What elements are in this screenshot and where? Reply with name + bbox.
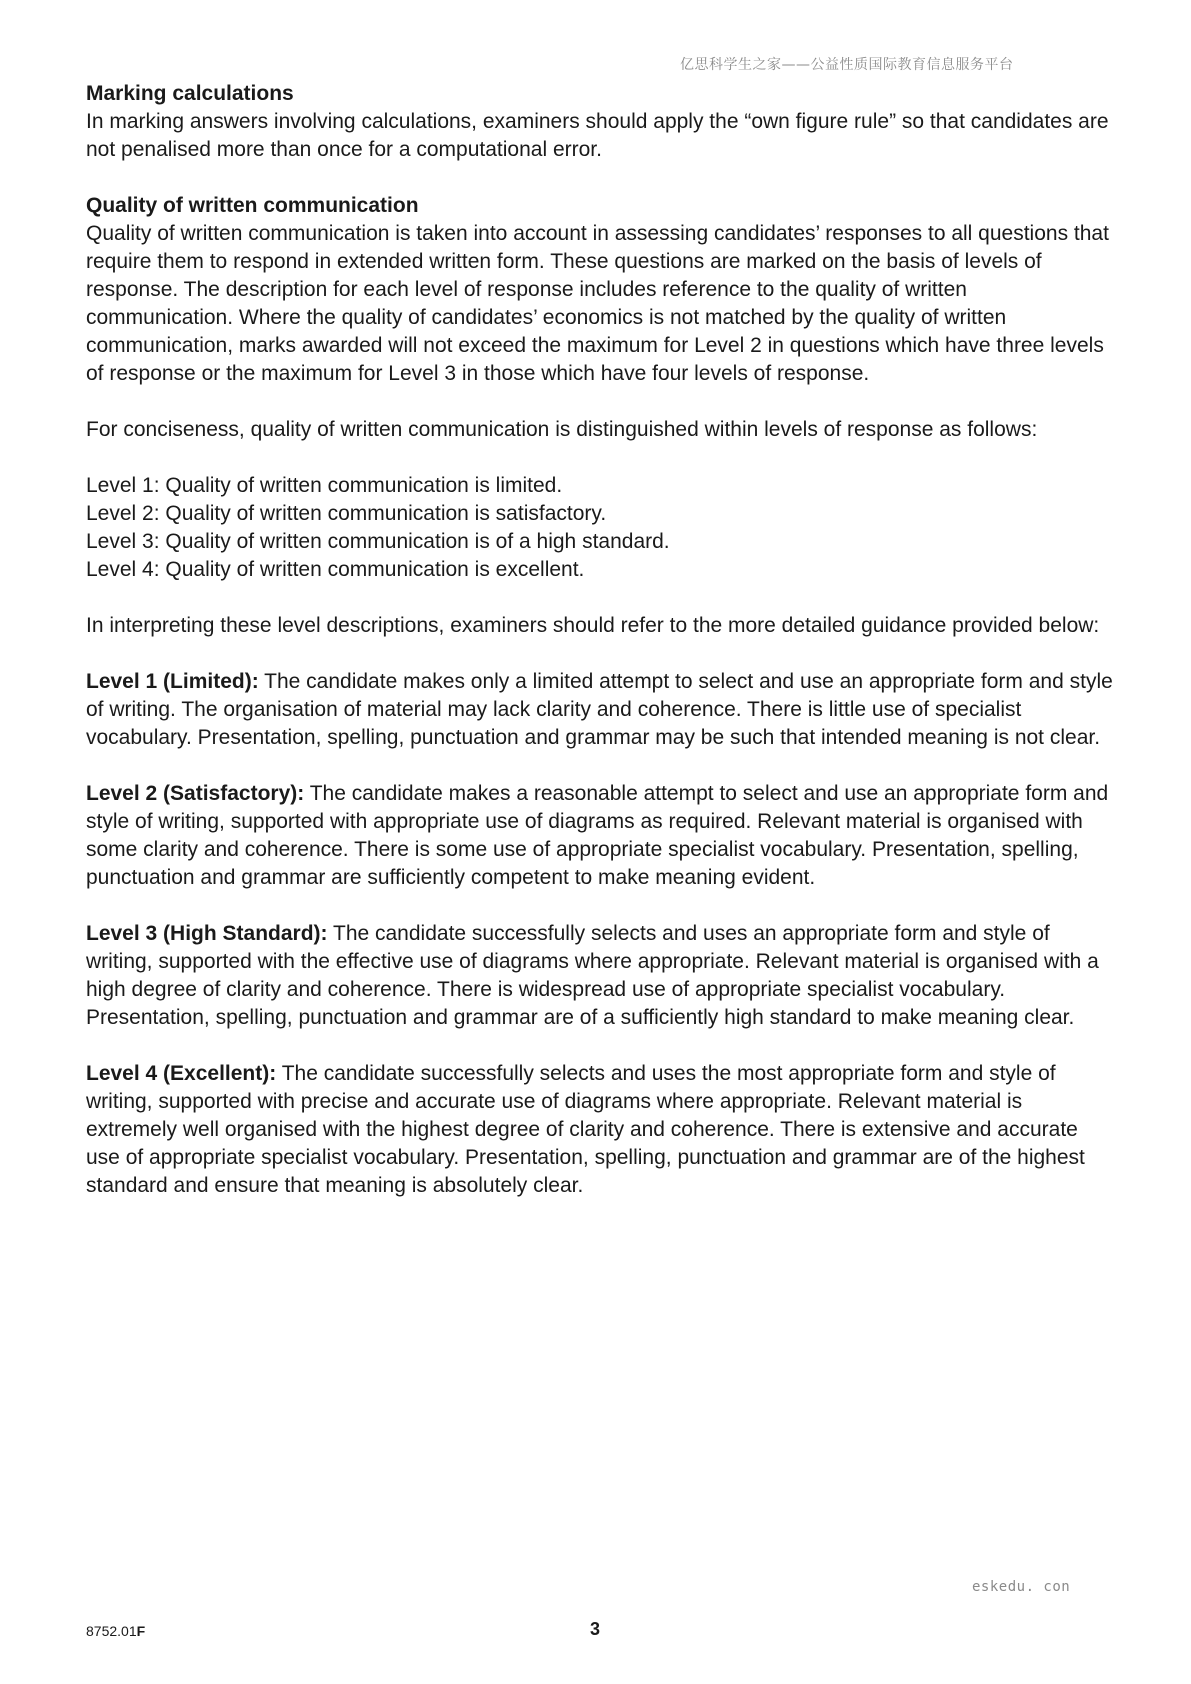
level-2-text: The candidate makes a reasonable attempt to select and use an appropriate form and style of writing, supported with appropriate use of diagrams as required. Relevant material is organised with some clarity and coherence. There is some use of appropriate specialist vocabulary. Presentation, spelling, punctuation and grammar are sufficiently competent to make meaning evident. <box>86 782 1109 889</box>
spacer <box>86 640 1116 668</box>
qwc-heading: Quality of written communication <box>86 194 419 217</box>
level-3-label: Level 3 (High Standard): <box>86 922 328 945</box>
level-2-label: Level 2 (Satisfactory): <box>86 782 305 805</box>
spacer <box>86 1032 1116 1060</box>
footer-watermark: eskedu. con <box>972 1579 1071 1595</box>
level-1-text: The candidate makes only a limited attempt to select and use an appropriate form and style of writing. The organisation of material may lack clarity and coherence. There is little use of specialist vocabulary. Presentation, spelling, punctuation and grammar may be such that intended meaning is not clear. <box>86 670 1113 749</box>
level-summary-item: Level 2: Quality of written communication is satisfactory. <box>86 502 607 525</box>
level-3-description <box>86 920 1116 1032</box>
level-4-description <box>86 1060 1116 1200</box>
spacer <box>86 388 1116 416</box>
header-watermark: 亿思科学生之家——公益性质国际教育信息服务平台 <box>680 57 1014 73</box>
document-code-main: 8752.01 <box>86 1623 137 1639</box>
interpreting-text: In interpreting these level descriptions, examiners should refer to the more detailed guidance provided below: <box>86 614 1100 637</box>
document-code-suffix: F <box>136 1623 146 1639</box>
spacer <box>86 164 1116 192</box>
spacer <box>86 752 1116 780</box>
level-4-text: The candidate successfully selects and uses the most appropriate form and style of writing, supported with precise and accurate use of diagrams where appropriate. Relevant material is extremely well organised with the highest degree of clarity and coherence. There is extensive and accurate use of appropriate specialist vocabulary. Presentation, spelling, punctuation and grammar are of the highest standard and ensure that meaning is absolutely clear. <box>86 1062 1085 1197</box>
level-summary-list <box>86 472 1116 584</box>
level-2-description <box>86 780 1116 892</box>
level-4-label: Level 4 (Excellent): <box>86 1062 277 1085</box>
page-number: 3 <box>590 1619 601 1639</box>
spacer <box>86 444 1116 472</box>
level-3-text: The candidate successfully selects and uses an appropriate form and style of writing, supported with the effective use of diagrams where appropriate. Relevant material is organised with a high degree of clarity and coherence. There is widespread use of appropriate specialist vocabulary. Presentation, spelling, punctuation and grammar are of a sufficiently high standard to make meaning clear. <box>86 922 1099 1029</box>
level-1-description <box>86 668 1116 752</box>
qwc-text: Quality of written communication is taken into account in assessing candidates’ responses to all questions that require them to respond in extended written form. These questions are marked on the basis of levels of response. The description for each level of response includes reference to the quality of written communication. Where the quality of candidates’ economics is not matched by the quality of written communication, marks awarded will not exceed the maximum for Level 2 in questions which have three levels of response or the maximum for Level 3 in those which have four levels of response. <box>86 222 1109 385</box>
document-body <box>86 80 1116 1200</box>
spacer <box>86 584 1116 612</box>
conciseness-text: For conciseness, quality of written communication is distinguished within levels of response as follows: <box>86 418 1038 441</box>
level-summary-item: Level 1: Quality of written communication is limited. <box>86 474 563 497</box>
document-code <box>86 1623 145 1639</box>
spacer <box>86 892 1116 920</box>
level-summary-item: Level 4: Quality of written communication is excellent. <box>86 558 585 581</box>
level-summary-item: Level 3: Quality of written communication is of a high standard. <box>86 530 670 553</box>
marking-calculations-text: In marking answers involving calculations, examiners should apply the “own figure rule” so that candidates are not penalised more than once for a computational error. <box>86 110 1109 161</box>
marking-calculations-heading: Marking calculations <box>86 82 294 105</box>
level-1-label: Level 1 (Limited): <box>86 670 259 693</box>
